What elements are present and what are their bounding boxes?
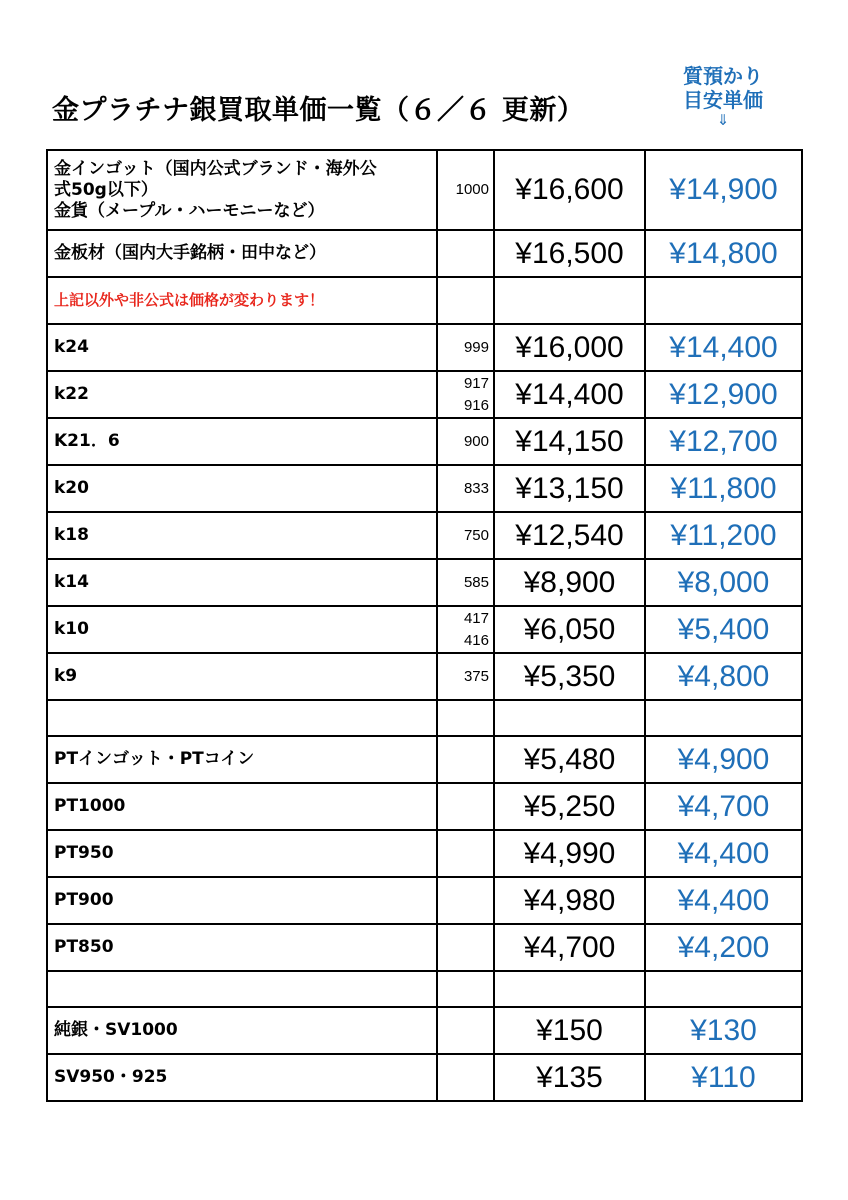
purity-value <box>437 465 494 512</box>
purchase-price-text: ¥5,350 <box>523 659 616 693</box>
appraisal-price-text: ¥12,900 <box>669 377 778 411</box>
appraisal-price-text: ¥130 <box>690 1013 757 1047</box>
table-row <box>47 700 802 736</box>
item-name <box>47 971 437 1007</box>
purity-value <box>437 1007 494 1054</box>
purity-line: 1000 <box>455 181 489 198</box>
price-table <box>46 149 803 1102</box>
appraisal-column-header <box>648 64 798 128</box>
table-row <box>47 1007 802 1054</box>
purity-value <box>437 877 494 924</box>
purchase-price <box>494 150 645 230</box>
table-row <box>47 371 802 418</box>
item-name: k10 <box>47 606 437 653</box>
appraisal-price <box>645 277 802 324</box>
table-row <box>47 277 802 324</box>
table-row <box>47 830 802 877</box>
item-name: PT850 <box>47 924 437 971</box>
appraisal-price <box>645 1007 802 1054</box>
purity-line: 750 <box>463 526 489 544</box>
notice-text: 上記以外や非公式は価格が変わります！ <box>47 277 437 324</box>
appraisal-price <box>645 465 802 512</box>
appraisal-price <box>645 830 802 877</box>
item-name: PT1000 <box>47 783 437 830</box>
purity-line: 917 <box>463 374 489 392</box>
purchase-price-text: ¥135 <box>536 1060 603 1094</box>
table-row <box>47 736 802 783</box>
purchase-price-text: ¥13,150 <box>515 471 624 505</box>
item-name: K21．6 <box>47 418 437 465</box>
purchase-price <box>494 277 645 324</box>
purchase-price-text: ¥12,540 <box>515 518 624 552</box>
appraisal-price-text: ¥4,400 <box>677 836 770 870</box>
purity-value <box>437 277 494 324</box>
purchase-price <box>494 371 645 418</box>
table-row <box>47 150 802 230</box>
purchase-price <box>494 606 645 653</box>
purchase-price-text: ¥5,480 <box>523 742 616 776</box>
item-name-line: 金貨（メープル・ハーモニーなど） <box>54 200 325 221</box>
purchase-price <box>494 1054 645 1101</box>
purchase-price-text: ¥150 <box>536 1013 603 1047</box>
appraisal-price-text: ¥14,800 <box>669 236 778 270</box>
table-row <box>47 653 802 700</box>
table-row <box>47 465 802 512</box>
item-name: k18 <box>47 512 437 559</box>
table-row <box>47 971 802 1007</box>
item-name-line: 式50g以下） <box>54 179 158 200</box>
appraisal-price <box>645 700 802 736</box>
purity-value <box>437 971 494 1007</box>
purity-value <box>437 418 494 465</box>
table-row <box>47 324 802 371</box>
purity-value <box>437 924 494 971</box>
item-name: k14 <box>47 559 437 606</box>
purchase-price <box>494 559 645 606</box>
appraisal-price <box>645 924 802 971</box>
down-arrow-icon: ⇓ <box>716 111 730 129</box>
purity-value <box>437 1054 494 1101</box>
appraisal-price-text: ¥4,200 <box>677 930 770 964</box>
appraisal-price-text: ¥14,900 <box>669 173 778 206</box>
purchase-price <box>494 324 645 371</box>
purchase-price-text: ¥16,000 <box>515 330 624 364</box>
appraisal-price <box>645 230 802 277</box>
appraisal-price-text: ¥4,900 <box>677 742 770 776</box>
purchase-price <box>494 830 645 877</box>
appraisal-price <box>645 736 802 783</box>
appraisal-price <box>645 877 802 924</box>
appraisal-header-line2: 目安単価 <box>683 88 763 112</box>
appraisal-price-text: ¥11,800 <box>670 471 777 505</box>
purchase-price-text: ¥6,050 <box>523 612 616 646</box>
appraisal-price <box>645 783 802 830</box>
purchase-price <box>494 512 645 559</box>
purchase-price <box>494 924 645 971</box>
table-row <box>47 559 802 606</box>
price-table-body <box>47 150 802 1101</box>
purity-value <box>437 371 494 418</box>
table-row <box>47 1054 802 1101</box>
purchase-price <box>494 465 645 512</box>
purity-value <box>437 512 494 559</box>
appraisal-price-text: ¥11,200 <box>670 518 777 552</box>
appraisal-price-text: ¥4,800 <box>677 659 770 693</box>
purity-line: 916 <box>463 396 489 414</box>
item-name: k20 <box>47 465 437 512</box>
purity-value <box>437 736 494 783</box>
appraisal-price-text: ¥110 <box>691 1060 756 1094</box>
purity-value <box>437 700 494 736</box>
item-name: SV950・925 <box>47 1054 437 1101</box>
purchase-price-text: ¥16,500 <box>515 236 624 270</box>
purchase-price <box>494 783 645 830</box>
table-row <box>47 418 802 465</box>
appraisal-price <box>645 150 802 230</box>
appraisal-price <box>645 971 802 1007</box>
item-name: k9 <box>47 653 437 700</box>
purity-line: 900 <box>463 432 489 450</box>
item-name: PT950 <box>47 830 437 877</box>
item-name: 純銀・SV1000 <box>47 1007 437 1054</box>
appraisal-price <box>645 653 802 700</box>
appraisal-price-text: ¥5,400 <box>677 612 770 646</box>
purity-line: 833 <box>463 479 489 497</box>
purchase-price-text: ¥4,990 <box>523 836 616 870</box>
purchase-price <box>494 700 645 736</box>
appraisal-price-text: ¥8,000 <box>677 565 770 599</box>
appraisal-price <box>645 418 802 465</box>
purity-line: 585 <box>463 573 489 591</box>
purity-value <box>437 150 494 230</box>
table-row <box>47 230 802 277</box>
purity-value <box>437 230 494 277</box>
purchase-price <box>494 418 645 465</box>
purity-line: 375 <box>463 667 489 685</box>
purchase-price <box>494 230 645 277</box>
table-row <box>47 606 802 653</box>
item-name <box>47 700 437 736</box>
purity-value <box>437 653 494 700</box>
purity-value <box>437 606 494 653</box>
purchase-price <box>494 877 645 924</box>
purchase-price <box>494 736 645 783</box>
purity-value <box>437 559 494 606</box>
table-row <box>47 512 802 559</box>
appraisal-price <box>645 1054 802 1101</box>
item-name: PTインゴット・PTコイン <box>47 736 437 783</box>
purchase-price <box>494 971 645 1007</box>
appraisal-price-text: ¥4,700 <box>677 789 770 823</box>
purity-line: 416 <box>463 631 489 649</box>
purchase-price-text: ¥8,900 <box>523 565 616 599</box>
purchase-price <box>494 1007 645 1054</box>
table-row <box>47 877 802 924</box>
purchase-price-text: ¥4,980 <box>523 883 616 917</box>
purity-value <box>437 783 494 830</box>
page-title: 金プラチナ銀買取単価一覧（６／６ 更新） <box>52 95 585 126</box>
item-name: PT900 <box>47 877 437 924</box>
item-name: k24 <box>47 324 437 371</box>
purity-line: 417 <box>463 609 489 627</box>
table-row <box>47 924 802 971</box>
appraisal-price-text: ¥4,400 <box>677 883 770 917</box>
item-name <box>47 150 437 230</box>
appraisal-price <box>645 371 802 418</box>
appraisal-price <box>645 512 802 559</box>
purity-value <box>437 324 494 371</box>
purchase-price-text: ¥14,400 <box>515 377 624 411</box>
item-name: k22 <box>47 371 437 418</box>
item-name: 金板材（国内大手銘柄・田中など） <box>47 230 437 277</box>
appraisal-price-text: ¥12,700 <box>669 424 778 458</box>
purchase-price-text: ¥16,600 <box>515 173 624 206</box>
appraisal-price <box>645 606 802 653</box>
purity-line: 999 <box>463 338 489 356</box>
appraisal-price <box>645 324 802 371</box>
appraisal-header-line1: 質預かり <box>683 64 763 88</box>
purchase-price-text: ¥4,700 <box>523 930 616 964</box>
purchase-price-text: ¥5,250 <box>523 789 616 823</box>
appraisal-price-text: ¥14,400 <box>669 330 778 364</box>
appraisal-price <box>645 559 802 606</box>
purity-value <box>437 830 494 877</box>
item-name-line: 金インゴット（国内公式ブランド・海外公 <box>54 158 377 179</box>
table-row <box>47 783 802 830</box>
purchase-price <box>494 653 645 700</box>
purchase-price-text: ¥14,150 <box>515 424 624 458</box>
